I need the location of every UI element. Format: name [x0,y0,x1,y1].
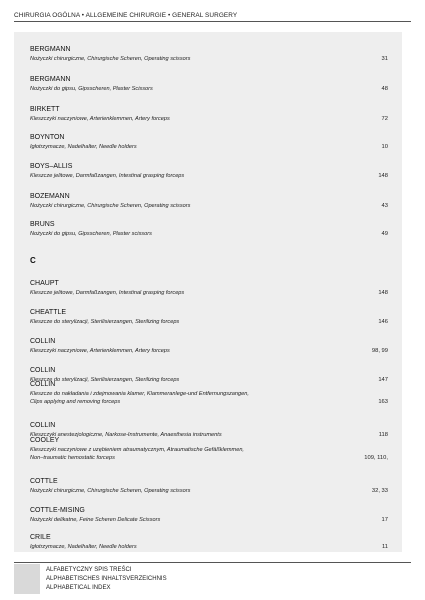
index-entry [30,280,388,297]
entry-name: BOYS–ALLIS [30,163,73,170]
entry-description: Kleszcze jelitowe, Darmfaßzangen, Intestinal grasping forceps [30,289,185,296]
entry-page-number: 11 [381,543,388,550]
entry-page-number: 72 [381,115,388,122]
page-header: CHIRURGIA OGÓLNA • ALLGEMEINE CHIRURGIE • GENERAL SURGERY [14,12,238,19]
entry-name: CHAUPT [30,280,59,287]
entry-name: COTTLE-MISING [30,507,85,514]
footer-divider [14,562,411,563]
entry-page-number: 98, 99 [371,347,388,354]
index-entry [30,76,388,93]
entry-name: COLLIN [30,367,56,374]
index-entry [30,193,388,210]
entry-description: Igłotrzymacze, Nadelhalter, Needle holders [30,543,137,550]
entry-description: Nożyczki chirurgiczne, Chirurgische Scheren, Operating scissors [30,55,191,62]
index-entry [30,221,388,238]
entry-page-number: 49 [381,230,388,237]
entry-page-number: 146 [378,318,388,325]
index-entry [30,46,388,63]
index-entry [30,437,388,462]
entry-name: BOYNTON [30,134,65,141]
index-entry [30,106,388,123]
entry-name: COTTLE [30,478,58,485]
entry-name: BRUNS [30,221,55,228]
header-divider [14,21,411,22]
entry-description: Non–traumatic hemostatic forceps [30,454,115,461]
entry-description: Nożyczki chirurgiczne, Chirurgische Scheren, Operating scissors [30,202,191,209]
index-entry [30,163,388,180]
entry-name: COLLIN [30,338,56,345]
entry-description: Kleszcze do sterylizacji, Sterilisierzangen, Sterilizing forceps [30,318,180,325]
entry-name: CHEATTLE [30,309,67,316]
entry-page-number: 31 [381,55,388,62]
entry-name: COOLEY [30,437,60,444]
index-entry [30,309,388,326]
entry-page-number: 43 [381,202,388,209]
index-entry [30,338,388,355]
index-entry [30,507,388,524]
entry-description: Nożyczki do gipsu, Gipsscheren, Plaster scissors [30,230,152,237]
entry-description: Kleszcze do sterylizacji, Sterilisierzangen, Sterilizing forceps [30,376,180,383]
footer-line-german: ALPHABETISCHES INHALTSVERZEICHNIS [46,575,167,582]
index-entry [30,534,388,551]
entry-name: BOZEMANN [30,193,70,200]
entry-name: COLLIN [30,422,56,429]
entry-description: Igłotrzymacze, Nadelhalter, Needle holders [30,143,137,150]
entry-page-number: 10 [381,143,388,150]
entry-description: Kleszcze do nakładania i zdejmowania klamer, Klammeranlege-und Entfernungszangen, [30,390,249,397]
entry-description: Kleszczyki naczyniowe, Arterienklemmen, Artery forceps [30,347,170,354]
footer-index-title [46,566,167,592]
index-entries [14,32,402,552]
entry-page-number: 147 [378,376,388,383]
entry-page-number: 48 [381,85,388,92]
entry-description: Kleszczyki naczyniowe, Arterienklemmen, Artery forceps [30,115,170,122]
entry-name: BERGMANN [30,76,71,83]
entry-page-number: 32, 33 [371,487,388,494]
entry-name: BERGMANN [30,46,71,53]
index-panel [14,32,402,552]
footer-line-english: ALPHABETICAL INDEX [46,584,111,591]
entry-description: Kleszczyki anestezjologiczne, Narkose-Instrumente, Anaesthesia instruments [30,431,222,438]
index-entry [30,381,388,406]
entry-page-number: 118 [378,431,388,438]
entry-page-number: 148 [378,289,388,296]
entry-description: Kleszczyki naczyniowe z uzębieniem atraumatycznym, Atraumatische Gefäßklemmen, [30,446,244,453]
entry-name: CRILE [30,534,51,541]
entry-description: Clips applying and removing forceps [30,398,121,405]
entry-name: BIRKETT [30,106,60,113]
entry-page-number: 17 [381,516,388,523]
entry-description: Nożyczki chirurgiczne, Chirurgische Scheren, Operating scissors [30,487,191,494]
entry-description: Kleszcze jelitowe, Darmfaßzangen, Intestinal grasping forceps [30,172,185,179]
entry-page-number: 148 [378,172,388,179]
section-letter: C [30,256,36,265]
entry-name: COLLIN [30,381,56,388]
footer-tab [14,564,40,594]
index-entry [30,478,388,495]
entry-page-number: 163 [378,398,388,405]
entry-description: Nożyczki do gipsu, Gipsscheren, Plaster Scissors [30,85,153,92]
entry-page-number: 109, 110, [364,454,388,461]
entry-description: Nożyczki delikatne, Feine Scheren Delicate Scissors [30,516,161,523]
footer-line-polish: ALFABETYCZNY SPIS TREŚCI [46,567,132,573]
index-entry [30,134,388,151]
